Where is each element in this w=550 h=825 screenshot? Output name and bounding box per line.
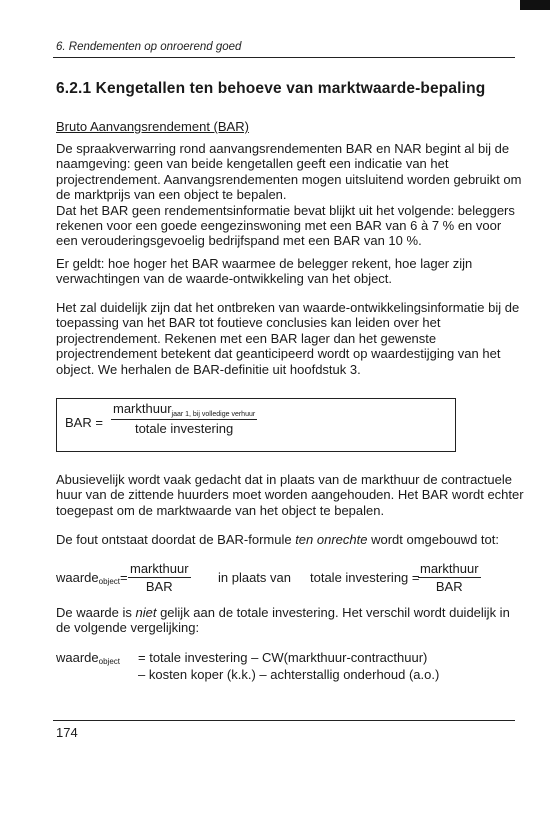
p6-emphasis: niet xyxy=(135,605,157,620)
bar-formula-fraction xyxy=(111,401,257,436)
waarde-label: waarde xyxy=(56,650,99,665)
paragraph-line: object. We herhalen de BAR-definitie uit hoofdstuk 3. xyxy=(56,361,361,377)
paragraph-line: Er geldt: hoe hoger het BAR waarmee de belegger rekent, hoe lager zijn xyxy=(56,256,473,271)
paragraph-line xyxy=(56,605,514,620)
footer-rule xyxy=(53,720,515,721)
p6-text-after: gelijk aan de totale investering. Het verschil wordt duidelijk in xyxy=(156,605,510,620)
bar-numerator-main: markthuur xyxy=(113,401,172,416)
paragraph-line: De spraakverwarring rond aanvangsrendementen BAR en NAR begint al bij de xyxy=(56,141,510,156)
paragraph-4 xyxy=(56,472,524,518)
wrong-formula-denominator: BAR xyxy=(145,579,173,594)
bar-formula-numerator xyxy=(111,401,257,420)
running-head: 6. Rendementen op onroerend goed xyxy=(56,41,242,53)
wrong-formula-fraction xyxy=(128,561,191,594)
wrong-formula-lhs xyxy=(56,570,128,586)
bar-formula-lhs: BAR = xyxy=(65,415,103,430)
investment-fraction xyxy=(418,561,481,594)
bar-definition-box xyxy=(56,398,456,452)
page-corner-mark xyxy=(520,0,550,10)
equals-sign: = xyxy=(120,570,128,585)
page-number: 174 xyxy=(56,725,78,740)
paragraph-line: naamgeving: geen van beide kengetallen geeft een indicatie van het xyxy=(56,156,449,172)
paragraph-6 xyxy=(56,605,514,636)
object-subscript: object xyxy=(98,577,120,586)
object-subscript: object xyxy=(98,657,120,666)
paragraph-line: Abusievelijk wordt vaak gedacht dat in plaats van de markthuur de contractuele xyxy=(56,472,512,487)
paragraph-line: toegepast om de marktwaarde van het object te bepalen. xyxy=(56,502,385,518)
comparison-line-2: – kosten koper (k.k.) – achterstallig onderhoud (a.o.) xyxy=(138,667,440,682)
paragraph-line: Dat het BAR geen rendementsinformatie bevat blijkt uit het volgende: beleggers xyxy=(56,202,515,218)
paragraph-line: een verouderingsgevoelig bedrijfspand met een BAR van 10 %. xyxy=(56,233,422,249)
paragraph-line: toepassing van het BAR tot foutieve conclusies kan leiden over het xyxy=(56,315,441,331)
investment-numerator: markthuur xyxy=(420,561,479,576)
paragraph-line: projectrendement betekent dat geanticipeerd wordt op waardestijging van het xyxy=(56,346,501,362)
paragraph-1 xyxy=(56,141,522,249)
paragraph-2 xyxy=(56,256,514,287)
waarde-label: waarde xyxy=(56,570,99,585)
connector-text: in plaats van xyxy=(218,570,291,585)
p6-text-before: De waarde is xyxy=(56,605,136,620)
p5-emphasis: ten onrechte xyxy=(295,532,368,547)
p5-text-before: De fout ontstaat doordat de BAR-formule xyxy=(56,532,296,547)
investment-denominator: BAR xyxy=(435,579,463,594)
paragraph-line: verwachtingen van de waarde-ontwikkeling van het object. xyxy=(56,271,393,287)
paragraph-line: Het zal duidelijk zijn dat het ontbreken van waarde-ontwikkelingsinformatie bij de xyxy=(56,300,520,315)
p5-text-after: wordt omgebouwd tot: xyxy=(367,532,499,547)
paragraph-5 xyxy=(56,532,514,547)
comparison-lhs xyxy=(56,650,120,666)
subheading-bar: Bruto Aanvangsrendement (BAR) xyxy=(56,119,249,134)
paragraph-line: rekenen voor een goede eengezinswoning met een BAR van 6 à 7 % en voor xyxy=(56,218,502,234)
paragraph-line: de volgende vergelijking: xyxy=(56,620,200,636)
comparison-line-1: = totale investering – CW(markthuur-contracthuur) xyxy=(138,650,428,665)
bar-formula-denominator: totale investering xyxy=(134,421,234,436)
paragraph-line: projectrendement. Aanvangsrendementen mogen uitsluitend worden gebruikt om xyxy=(56,171,522,187)
paragraph-3 xyxy=(56,300,520,377)
paragraph-line xyxy=(56,532,514,547)
investment-lhs: totale investering = xyxy=(310,570,420,585)
paragraph-line: huur van de zittende huurders moet worden aangehouden. Het BAR wordt echter xyxy=(56,487,524,503)
wrong-formula-numerator: markthuur xyxy=(130,561,189,576)
paragraph-line: projectrendement. Rekenen met een BAR lager dan het gewenste xyxy=(56,330,437,346)
bar-numerator-subscript: jaar 1, bij volledige verhuur xyxy=(171,411,256,418)
header-rule xyxy=(53,57,515,58)
section-heading: 6.2.1 Kengetallen ten behoeve van marktwaarde-bepaling xyxy=(56,80,486,97)
paragraph-line: de marktprijs van een object te bepalen. xyxy=(56,187,287,203)
